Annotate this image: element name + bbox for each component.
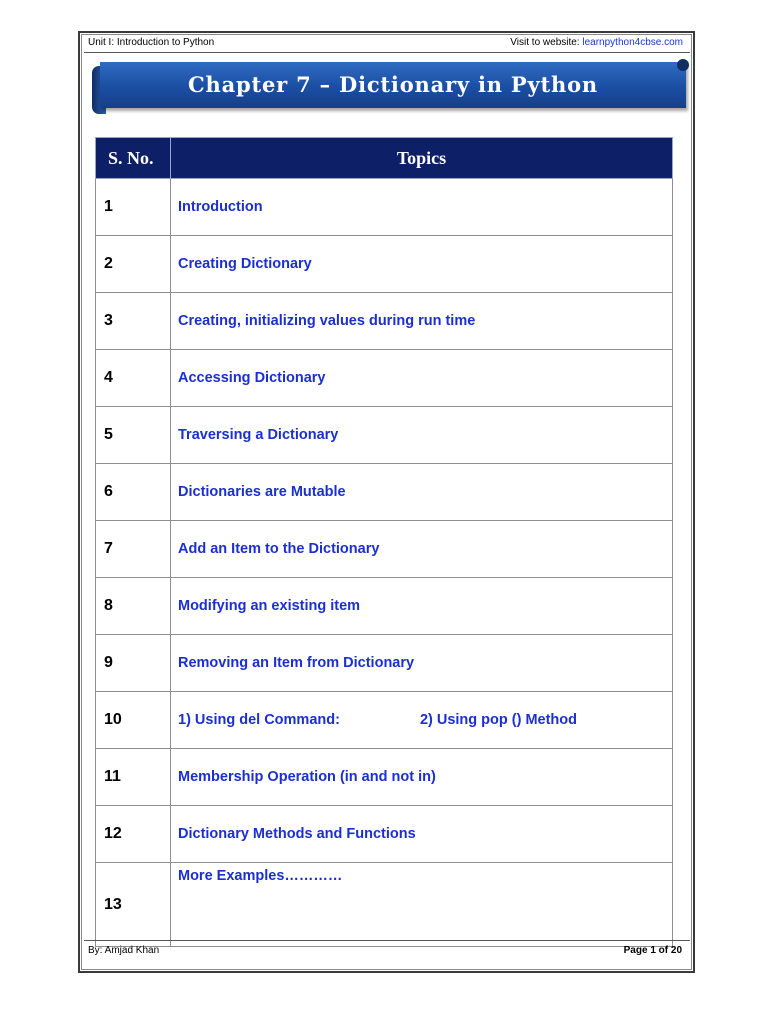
footer-author: By: Amjad Khan [88,945,160,956]
table-row [96,635,673,692]
row-number: 10 [96,692,171,749]
topic-link[interactable]: 1) Using del Command: [178,712,340,728]
row-number: 9 [96,635,171,692]
row-number: 5 [96,407,171,464]
topic-link[interactable]: Removing an Item from Dictionary [171,635,673,692]
row-number: 11 [96,749,171,806]
table-header-row [96,138,673,179]
footer-divider [84,940,690,941]
table-row [96,179,673,236]
row-number: 7 [96,521,171,578]
row-number: 2 [96,236,171,293]
row-number: 1 [96,179,171,236]
row-number: 6 [96,464,171,521]
topic-link[interactable]: Traversing a Dictionary [171,407,673,464]
topic-link[interactable]: Dictionaries are Mutable [171,464,673,521]
topic-link[interactable]: Modifying an existing item [171,578,673,635]
table-row [96,407,673,464]
website-link[interactable]: learnpython4cbse.com [582,37,683,48]
topic-link[interactable]: 2) Using pop () Method [419,712,577,728]
chapter-banner [92,62,686,109]
table-row [96,236,673,293]
row-number: 8 [96,578,171,635]
banner-scroll-right [677,59,689,71]
topic-cell-split [171,692,673,749]
topic-link[interactable]: Creating, initializing values during run time [171,293,673,350]
chapter-title: Chapter 7 – Dictionary in Python [188,72,598,97]
header-visit [510,37,683,48]
row-number: 3 [96,293,171,350]
column-header-topics: Topics [171,138,673,179]
row-number: 4 [96,350,171,407]
table-row [96,578,673,635]
table-row [96,806,673,863]
topic-link[interactable]: Creating Dictionary [171,236,673,293]
row-number: 12 [96,806,171,863]
table-row [96,464,673,521]
table-row [96,293,673,350]
topic-link[interactable]: Membership Operation (in and not in) [171,749,673,806]
table-row [96,863,673,947]
table-row [96,521,673,578]
topic-link[interactable]: More Examples………… [171,863,673,947]
table-row [96,749,673,806]
column-header-sno: S. No. [96,138,171,179]
table-row [96,350,673,407]
topics-table [95,137,673,947]
topic-link[interactable]: Dictionary Methods and Functions [171,806,673,863]
banner-body [100,62,686,108]
header-visit-label: Visit to website: [510,37,583,48]
header-unit-label: Unit I: Introduction to Python [88,37,215,48]
topic-link[interactable]: Add an Item to the Dictionary [171,521,673,578]
row-number: 13 [96,863,171,947]
footer-page-number: Page 1 of 20 [623,945,682,956]
table-row [96,692,673,749]
topic-link[interactable]: Accessing Dictionary [171,350,673,407]
header-divider [84,52,690,53]
topic-link[interactable]: Introduction [171,179,673,236]
